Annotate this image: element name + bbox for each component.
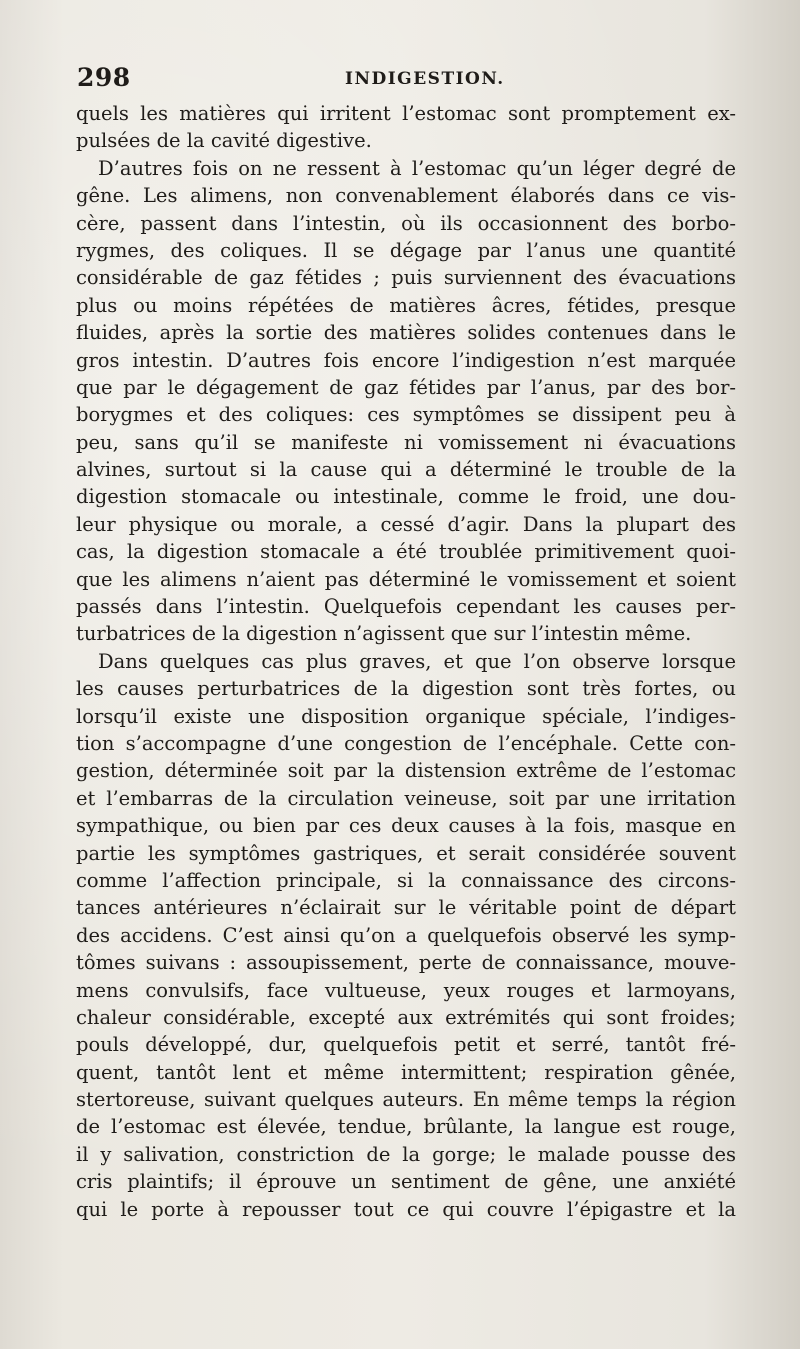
text-line: quent, tantôt lent et même intermittent; respiration gênée, [76,1060,736,1084]
text-line: des accidens. C’est ainsi qu’on a quelquefois observé les symp- [76,923,736,947]
text-line: partie les symptômes gastriques, et serait considérée souvent [76,841,736,865]
text-line: que par le dégagement de gaz fétides par l’anus, par des bor- [76,375,736,399]
text-line: stertoreuse, suivant quelques auteurs. En même temps la région [76,1088,736,1112]
text-line: borygmes et des coliques: ces symptômes se dissipent peu à [76,403,736,427]
text-line: comme l’affection principale, si la connaissance des circons- [76,868,736,892]
text-line: pulsées de la cavité digestive. [76,129,372,153]
text-line: passés dans l’intestin. Quelquefois cependant les causes per- [76,595,736,619]
text-line: leur physique ou morale, a cessé d’agir. Dans la plupart des [76,512,736,536]
page-header [77,63,737,97]
text-line: Dans quelques cas plus graves, et que l’on observe lorsque [98,649,736,673]
text-line: plus ou moins répétées de matières âcres, fétides, presque [76,293,736,317]
text-line: chaleur considérable, excepté aux extrémités qui sont froides; [76,1005,736,1029]
text-line: considérable de gaz fétides ; puis surviennent des évacuations [76,266,736,290]
text-line: turbatrices de la digestion n’agissent que sur l’intestin même. [76,622,692,646]
text-line: cas, la digestion stomacale a été troublée primitivement quoi- [76,540,736,564]
text-line: digestion stomacale ou intestinale, comme le froid, une dou- [76,485,736,509]
text-line: tances antérieures n’éclairait sur le véritable point de départ [76,896,736,920]
text-line: pouls développé, dur, quelquefois petit et serré, tantôt fré- [76,1033,736,1057]
page-number: 298 [77,63,131,92]
text-line: et l’embarras de la circulation veineuse, soit par une irritation [76,786,736,810]
text-line: de l’estomac est élevée, tendue, brûlante, la langue est rouge, [76,1115,736,1139]
text-line: sympathique, ou bien par ces deux causes à la fois, masque en [76,814,736,838]
text-line: que les alimens n’aient pas déterminé le vomissement et soient [76,567,736,591]
text-line: lorsqu’il existe une disposition organique spéciale, l’indiges- [76,704,736,728]
text-line: gêne. Les alimens, non convenablement élaborés dans ce vis- [76,184,736,208]
text-line: alvines, surtout si la cause qui a déterminé le trouble de la [76,458,736,482]
text-line: quels les matières qui irritent l’estomac sont promptement ex- [76,102,736,125]
text-line: rygmes, des coliques. Il se dégage par l’anus une quantité [76,238,736,262]
text-line: qui le porte à repousser tout ce qui couvre l’épigastre et la [76,1197,736,1221]
text-line: cris plaintifs; il éprouve un sentiment de gêne, une anxiété [76,1170,736,1194]
running-head: INDIGESTION. [345,69,505,89]
text-line: mens convulsifs, face vultueuse, yeux rouges et larmoyans, [76,978,736,1002]
text-line: tômes suivans : assoupissement, perte de connaissance, mouve- [76,951,736,975]
text-line: tion s’accompagne d’une congestion de l’encéphale. Cette con- [76,731,736,755]
text-line: cère, passent dans l’intestin, où ils occasionnent des borbo- [76,211,736,235]
text-line: fluides, après la sortie des matières solides contenues dans le [76,321,736,345]
text-line: gros intestin. D’autres fois encore l’indigestion n’est marquée [76,348,736,372]
text-line: D’autres fois on ne ressent à l’estomac qu’un léger degré de [98,156,736,180]
text-line: gestion, déterminée soit par la distension extrême de l’estomac [76,759,736,783]
text-line: les causes perturbatrices de la digestion sont très fortes, ou [76,677,736,701]
text-line: peu, sans qu’il se manifeste ni vomissement ni évacuations [76,430,736,454]
body-text [76,100,736,1223]
text-line: il y salivation, constriction de la gorge; le malade pousse des [76,1142,736,1166]
